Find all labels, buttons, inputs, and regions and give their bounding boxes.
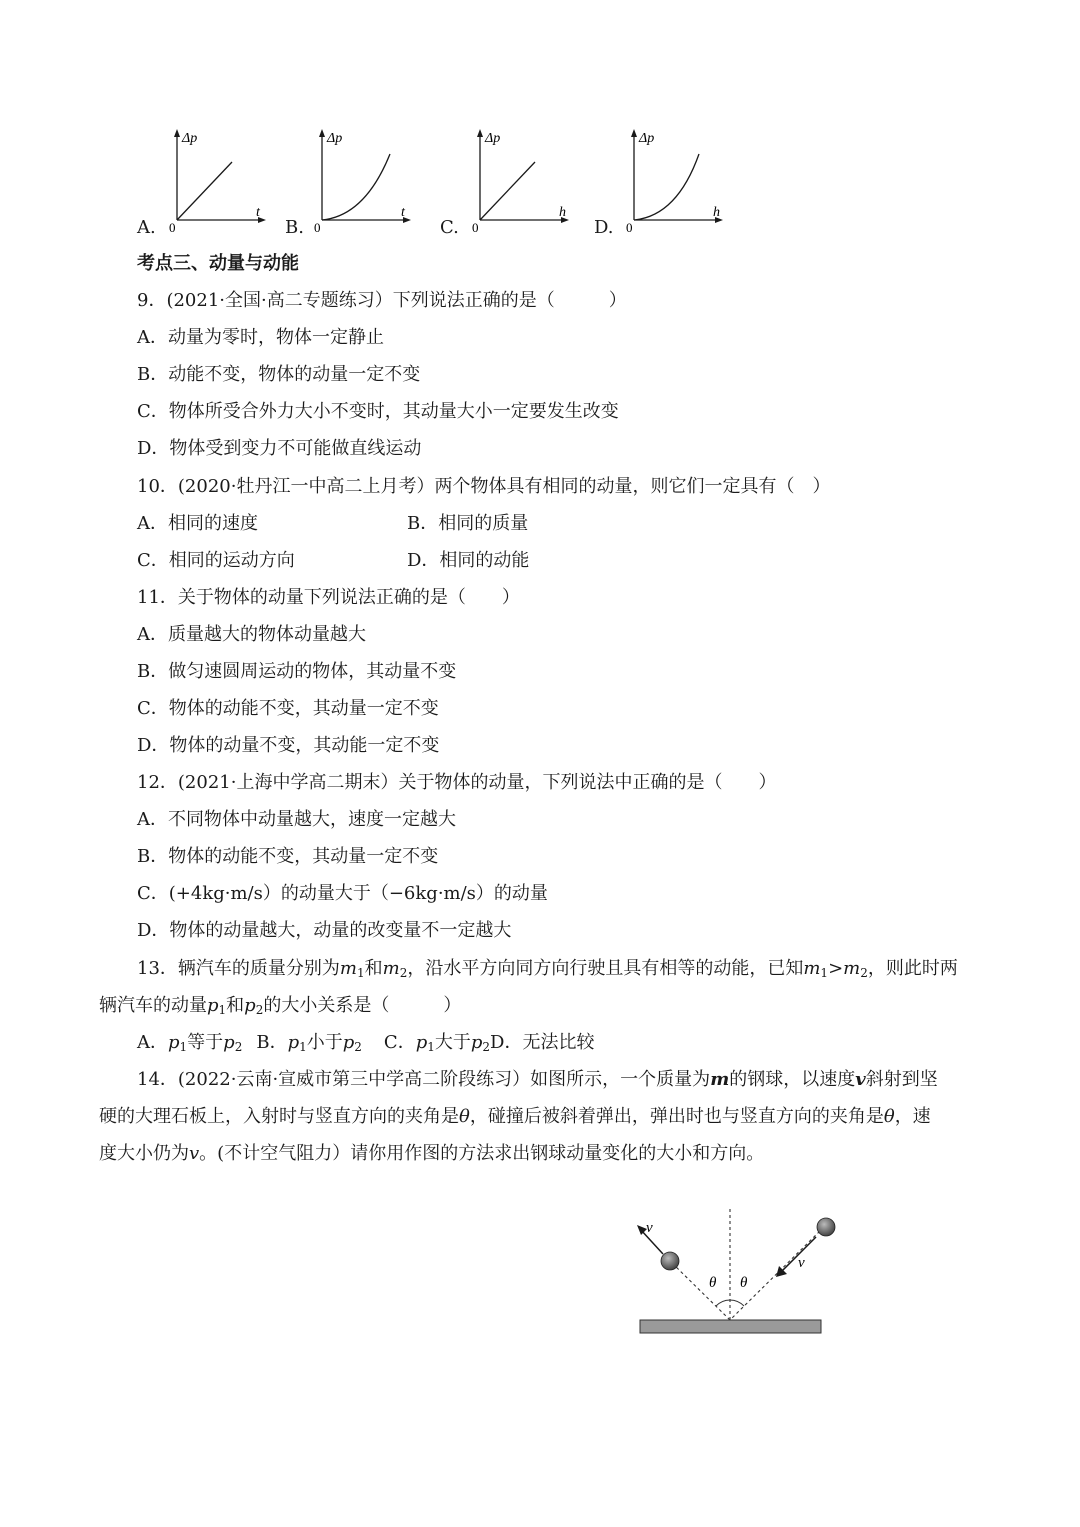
q12-option-b: B．物体的动能不变，其动量一定不变 [137,846,439,867]
q12-stem: 12．(2021·上海中学高二期末）关于物体的动量，下列说法中正确的是（ ） [137,772,777,793]
graph-a [160,124,270,234]
option-c-letter: C. [440,217,459,238]
q13-line-2: 辆汽车的动量$p_1$和$p_2$的大小关系是（ ） [99,995,462,1017]
label-v-right: v [798,1255,805,1271]
option-b-letter: B. [285,217,304,238]
marble-slab [640,1320,821,1333]
q11-option-b: B．做匀速圆周运动的物体，其动量不变 [137,661,457,682]
q11-option-c: C．物体的动能不变，其动量一定不变 [137,698,439,719]
graph-b-origin: 0 [314,220,321,234]
graph-b-xlabel: t [401,205,405,220]
graph-d [617,124,727,234]
graph-c-xlabel: h [559,205,566,220]
q12-option-c: C．(+4kg·m/s）的动量大于（−6kg·m/s）的动量 [137,883,548,904]
graph-a-xlabel: t [256,205,260,220]
q10-option-c: C．相同的运动方向 [137,550,295,571]
option-d-letter: D. [594,217,614,238]
q14-line-3: 度大小仍为v。(不计空气阻力）请你用作图的方法求出钢球动量变化的大小和方向。 [99,1143,765,1164]
q14-line-2: 硬的大理石板上，入射时与竖直方向的夹角是θ，碰撞后被斜着弹出，弹出时也与竖直方向的夹角是θ，速 [99,1106,931,1127]
incoming-ball [817,1218,835,1236]
reflected-path [670,1261,730,1320]
q9-stem: 9．(2021·全国·高二专题练习）下列说法正确的是（ ） [137,290,627,311]
q9-option-a: A．动量为零时，物体一定静止 [137,327,384,348]
q9-option-b: B．动能不变，物体的动量一定不变 [137,364,421,385]
graph-d-xlabel: h [713,205,720,220]
graph-d-ylabel: Δp [639,131,655,146]
graph-a-ylabel: Δp [182,131,198,146]
label-v-left: v [646,1220,653,1236]
graph-c [463,124,573,234]
q10-option-d: D．相同的动能 [407,550,530,571]
section-title: 考点三、动量与动能 [137,253,299,274]
q14-figure [630,1205,840,1340]
q11-option-d: D．物体的动量不变，其动能一定不变 [137,735,440,756]
q9-option-d: D．物体受到变力不可能做直线运动 [137,438,422,459]
graph-b [305,124,415,234]
graph-a-origin: 0 [169,220,176,234]
q11-stem: 11．关于物体的动量下列说法正确的是（ ） [137,587,520,608]
q10-option-b: B．相同的质量 [407,513,529,534]
option-a-letter: A. [137,217,156,238]
q12-option-a: A．不同物体中动量越大，速度一定越大 [137,809,456,830]
q10-stem: 10．(2020·牡丹江一中高二上月考）两个物体具有相同的动量，则它们一定具有（ ） [137,476,831,497]
q9-option-c: C．物体所受合外力大小不变时，其动量大小一定要发生改变 [137,401,619,422]
q11-option-a: A．质量越大的物体动量越大 [137,624,366,645]
angle-arc-right [730,1300,744,1306]
graph-c-origin: 0 [472,220,479,234]
outgoing-ball [661,1252,679,1270]
q13-line-1: 13．辆汽车的质量分别为$m_1$和$m_2$，沿水平方向同方向行驶且具有相等的动能，已知$m_1>m_2$，则此时两 [137,958,958,980]
q10-option-a: A．相同的速度 [137,513,258,534]
q13-options: A．$p_1$等于$p_2$ B．$p_1$小于$p_2$ C．$p_1$大于$p_2D$．无法比较 [137,1032,595,1054]
q12-option-d: D．物体的动量越大，动量的改变量不一定越大 [137,920,512,941]
graph-c-ylabel: Δp [485,131,501,146]
graph-b-ylabel: Δp [327,131,343,146]
angle-arc-left [716,1300,730,1306]
graph-d-origin: 0 [626,220,633,234]
q14-line-1: 14．(2022·云南·宣威市第三中学高二阶段练习）如图所示，一个质量为m的钢球，以速度v斜射到坚 [137,1069,938,1090]
label-theta-right: θ [740,1275,748,1291]
label-theta-left: θ [709,1275,717,1291]
